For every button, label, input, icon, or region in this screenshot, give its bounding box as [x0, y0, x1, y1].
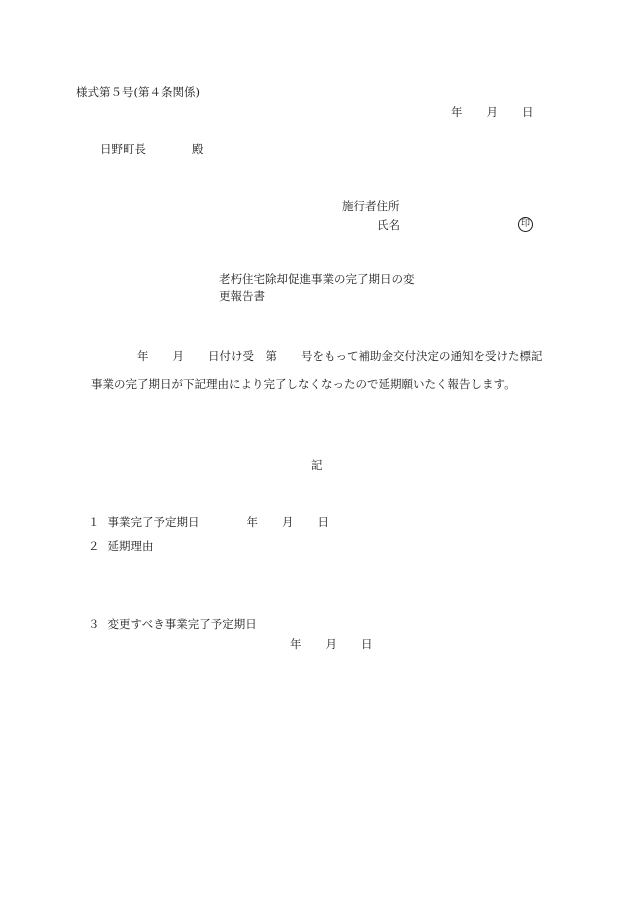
body-line-2: 事業の完了期日が下記理由により完了しなくなったので延期願いたく報告します。	[91, 377, 516, 391]
item-3-date: 年 月 日	[290, 637, 373, 651]
body-line-1: 年 月 日付け受 第 号をもって補助金交付決定の通知を受けた標記	[137, 349, 543, 363]
item-label: 延期理由	[107, 539, 154, 553]
item-1: １ 事業完了予定期日 年 月 日	[88, 515, 329, 529]
form-number: 様式第５号(第４条関係)	[76, 85, 200, 99]
year-label: 年	[451, 105, 463, 119]
addressee-honorific: 殿	[192, 142, 204, 156]
date-line	[451, 104, 534, 120]
applicant-address-label: 施行者住所	[342, 199, 400, 213]
document-title-line1: 老朽住宅除却促進事業の完了期日の変	[219, 272, 415, 286]
seal-icon: 印	[518, 217, 533, 232]
seal-mark	[518, 216, 533, 232]
document-title-line2: 更報告書	[219, 289, 265, 303]
ki-heading: 記	[311, 458, 323, 472]
item-label: 事業完了予定期日	[107, 515, 200, 529]
applicant-name-label: 氏名	[377, 218, 400, 232]
item-number: ３	[88, 617, 100, 631]
item-label: 変更すべき事業完了予定期日	[107, 617, 257, 631]
item-2	[88, 538, 154, 554]
item-3	[88, 616, 257, 632]
item-number: １	[88, 515, 100, 529]
item-number: ２	[88, 539, 100, 553]
month-label: 月	[486, 105, 498, 119]
addressee	[100, 141, 204, 157]
day-label: 日	[522, 105, 534, 119]
addressee-name: 日野町長	[100, 142, 146, 156]
